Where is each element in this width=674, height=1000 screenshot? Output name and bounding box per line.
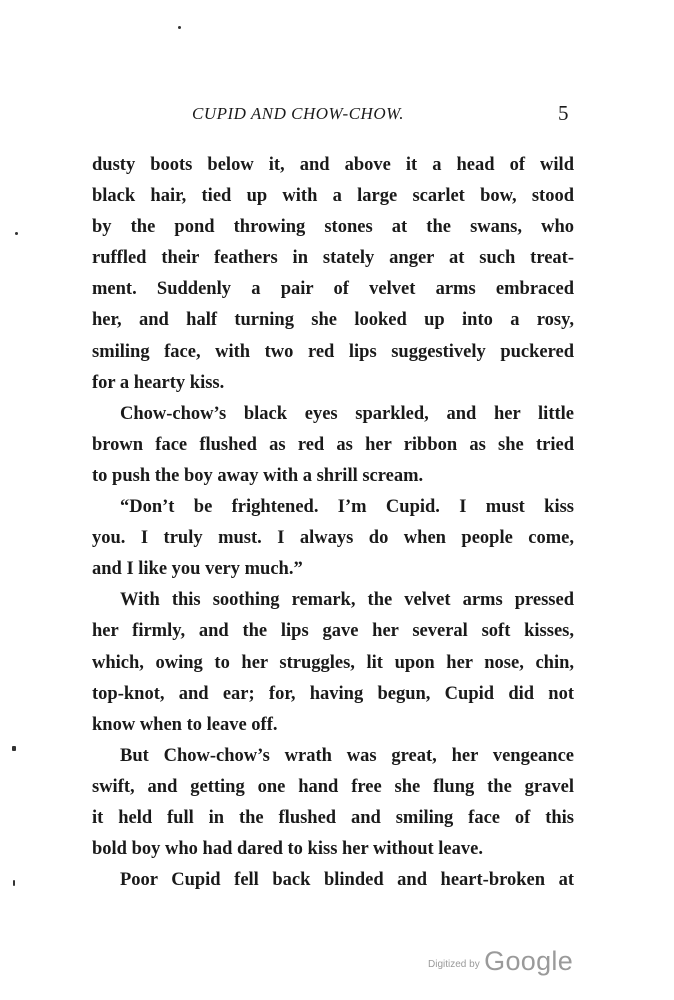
text-line: ment. Suddenly a pair of velvet arms embraced [92, 279, 574, 300]
text-line: black hair, tied up with a large scarlet bow, stood [92, 186, 574, 207]
text-line: “Don’t be frightened. I’m Cupid. I must kiss [120, 497, 574, 518]
scan-speck [178, 26, 181, 29]
text-line: ruffled their feathers in stately anger at such treat- [92, 248, 574, 269]
text-line: it held full in the flushed and smiling face of this [92, 807, 574, 828]
text-line: for a hearty kiss. [92, 372, 225, 393]
text-line: to push the boy away with a shrill scream. [92, 465, 424, 486]
scan-speck [13, 880, 15, 886]
text-line: which, owing to her struggles, lit upon her nose, chin, [92, 652, 574, 673]
text-line: and I like you very much.” [92, 559, 303, 580]
text-line: her firmly, and the lips gave her several soft kisses, [92, 621, 574, 642]
text-line: know when to leave off. [92, 714, 278, 735]
text-line: swift, and getting one hand free she flung the gravel [92, 776, 574, 797]
text-line: dusty boots below it, and above it a head of wild [92, 155, 574, 175]
text-line: by the pond throwing stones at the swans, who [92, 217, 574, 238]
text-line: With this soothing remark, the velvet arms pressed [120, 590, 574, 611]
google-logo: Google [484, 946, 574, 976]
scan-speck [12, 746, 16, 751]
body-text [92, 150, 574, 896]
page-number: 5 [558, 101, 569, 125]
text-line: smiling face, with two red lips suggestively puckered [92, 341, 574, 362]
text-line: But Chow-chow’s wrath was great, her vengeance [120, 745, 574, 766]
text-line: you. I truly must. I always do when people come, [92, 528, 574, 549]
watermark-prefix: Digitized by [428, 959, 480, 970]
digitized-by-google-watermark [428, 946, 573, 977]
text-line: Poor Cupid fell back blinded and heart-broken at [120, 870, 574, 891]
running-header-title: CUPID AND CHOW-CHOW. [192, 104, 404, 123]
text-line: her, and half turning she looked up into a rosy, [92, 310, 574, 331]
text-line: brown face flushed as red as her ribbon as she tried [92, 434, 574, 455]
text-line: Chow-chow’s black eyes sparkled, and her little [120, 403, 574, 424]
text-line: bold boy who had dared to kiss her without leave. [92, 839, 483, 860]
scan-speck [15, 232, 18, 235]
text-line: top-knot, and ear; for, having begun, Cupid did not [92, 683, 574, 704]
